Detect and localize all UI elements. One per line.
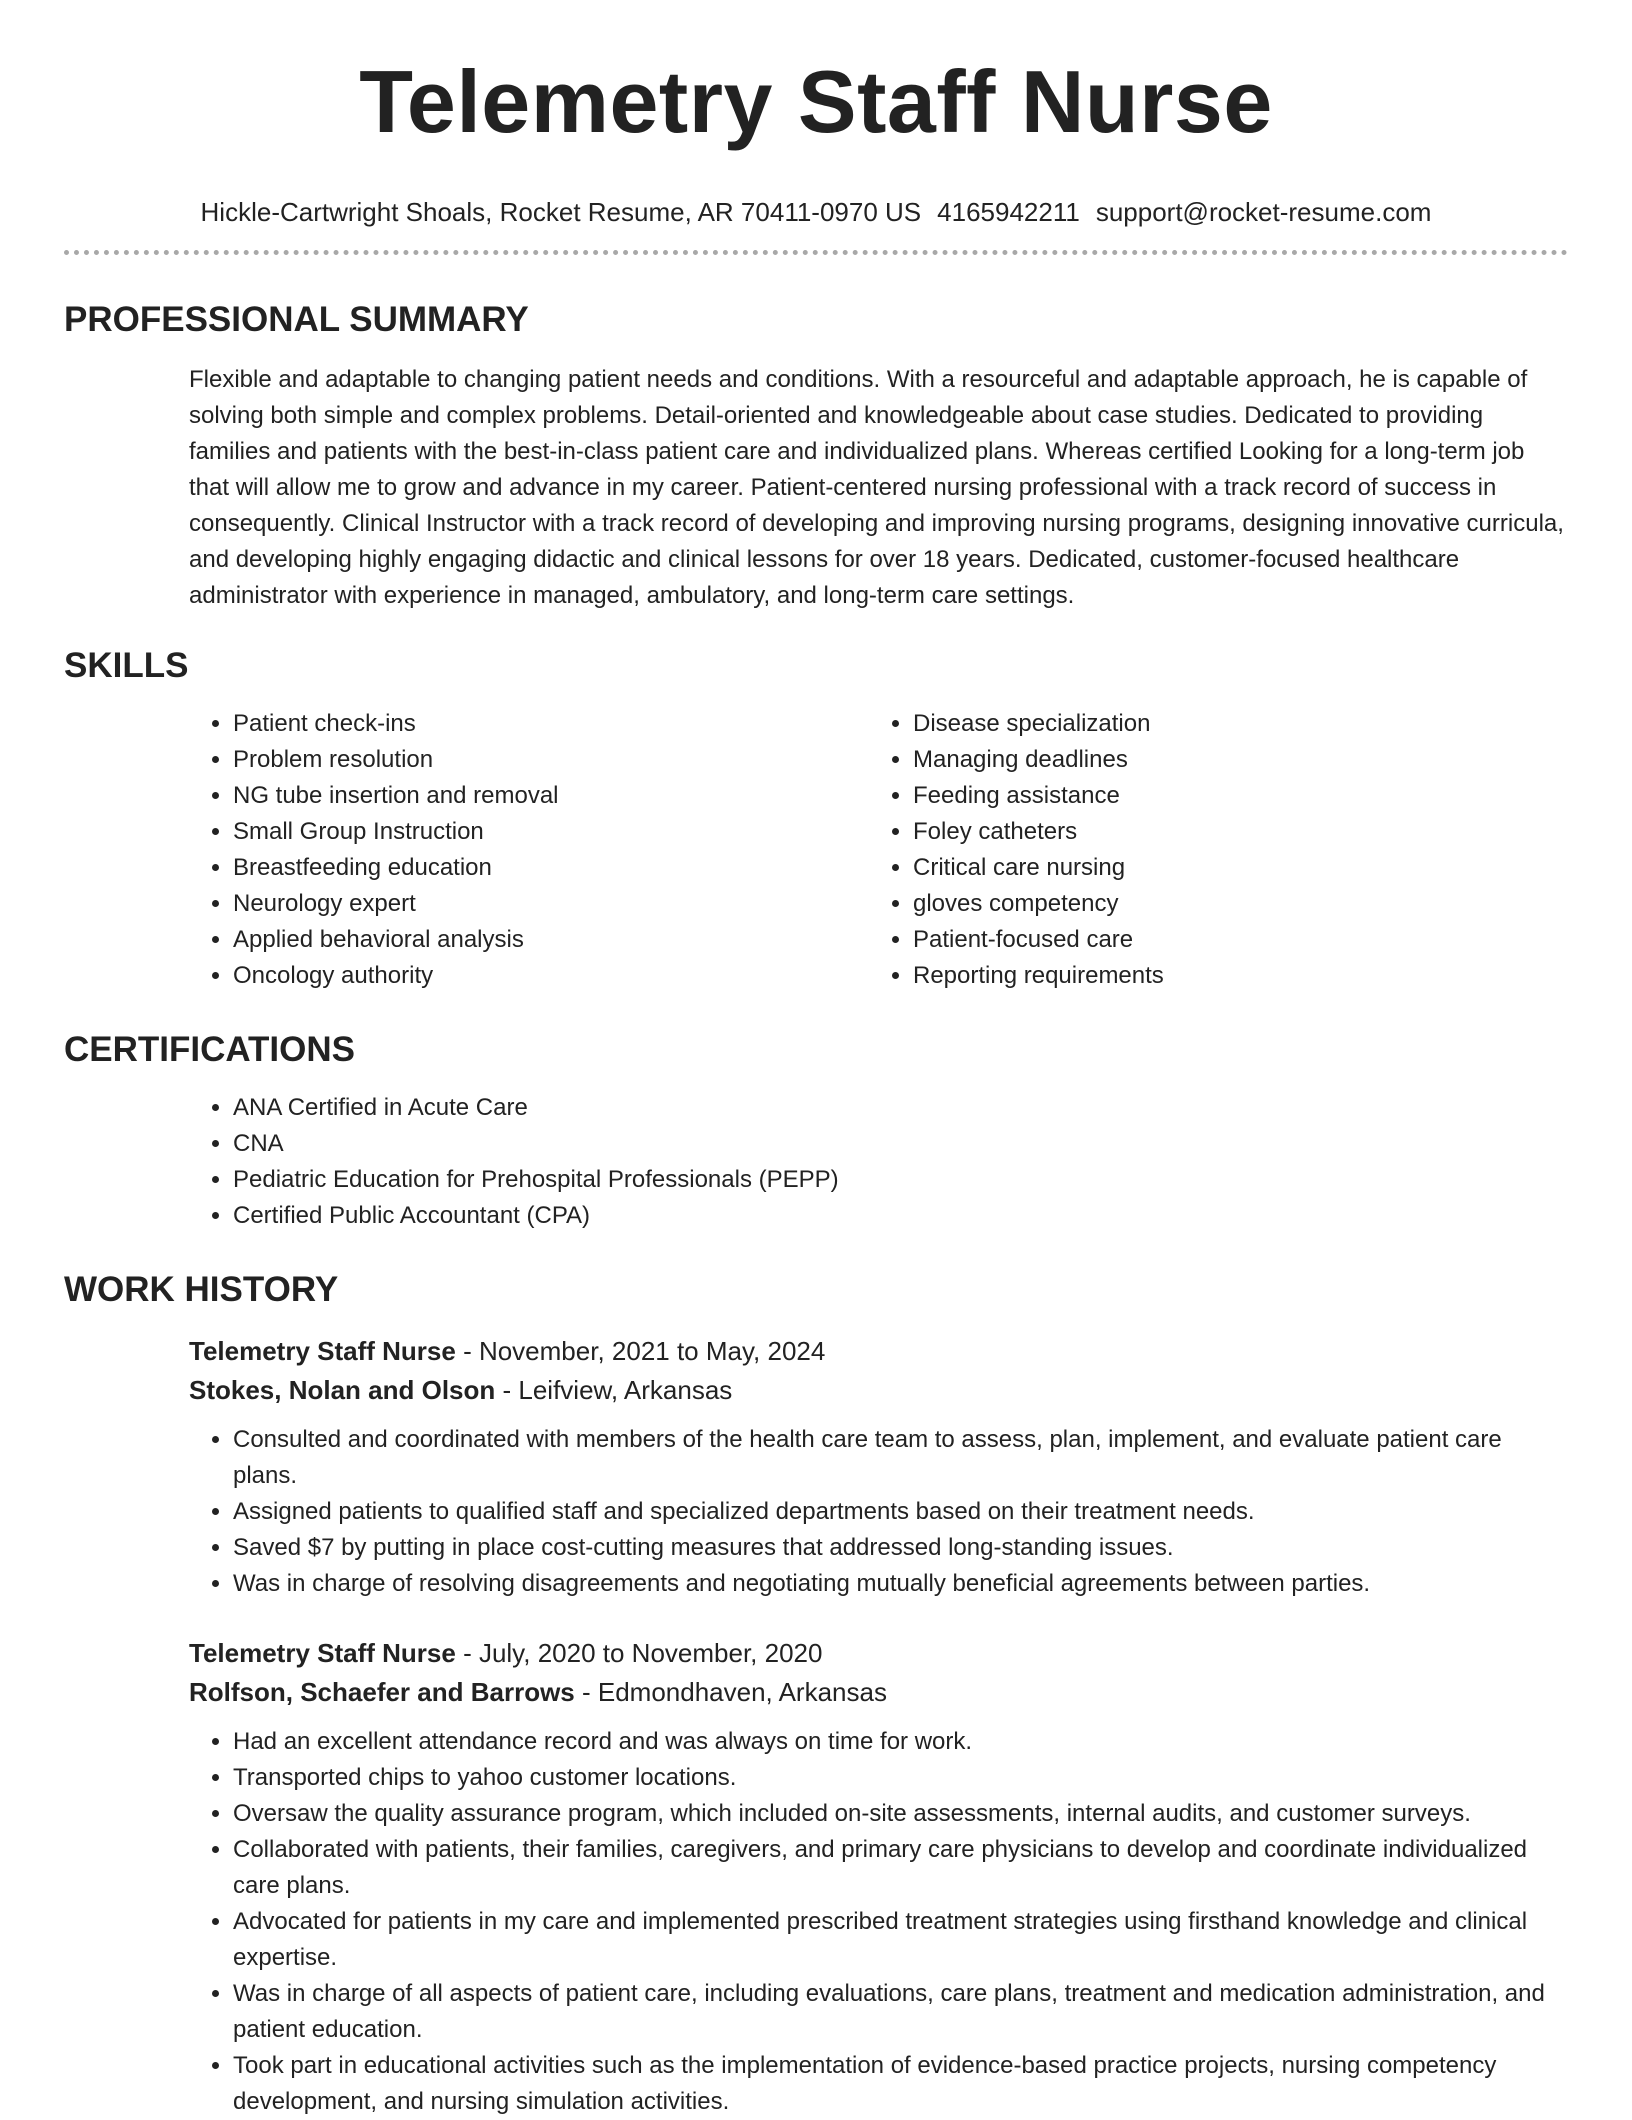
skills-column-right <box>869 706 1549 994</box>
list-item: • Patient check-ins <box>233 706 869 742</box>
job-role: Telemetry Staff Nurse <box>189 1336 456 1366</box>
contact-address: Hickle-Cartwright Shoals, Rocket Resume, AR 70411-0970 US <box>200 197 922 227</box>
skills-list-right <box>869 706 1549 994</box>
list-item: • Small Group Instruction <box>233 814 869 850</box>
certifications-heading: CERTIFICATIONS <box>64 1030 356 1069</box>
list-item: • Collaborated with patients, their families, caregivers, and primary care physicians to develop and coordinate individualized care plans. <box>233 1832 1568 1904</box>
list-item: • Oversaw the quality assurance program, which included on-site assessments, internal audits, and customer surveys. <box>233 1796 1568 1832</box>
list-item: • Oncology authority <box>233 958 869 994</box>
certifications-section <box>64 1028 1568 1234</box>
list-item: • Feeding assistance <box>913 778 1549 814</box>
header-divider <box>64 250 1568 255</box>
skills-heading: SKILLS <box>64 646 189 685</box>
job-company-line <box>189 1371 1568 1410</box>
list-item: • Breastfeeding education <box>233 850 869 886</box>
list-item: • Was in charge of all aspects of patient care, including evaluations, care plans, treatment and medication administration, and patient education. <box>233 1976 1568 2048</box>
resume-header <box>0 0 1632 228</box>
list-item: • Transported chips to yahoo customer locations. <box>233 1760 1568 1796</box>
job-dates: - November, 2021 to May, 2024 <box>455 1336 826 1366</box>
list-item: • Patient-focused care <box>913 922 1549 958</box>
list-item: • Assigned patients to qualified staff and specialized departments based on their treatment needs. <box>233 1494 1568 1530</box>
list-item: • CNA <box>233 1126 1568 1162</box>
list-item: • Critical care nursing <box>913 850 1549 886</box>
list-item: • Neurology expert <box>233 886 869 922</box>
contact-email: support@rocket-resume.com <box>1095 197 1432 227</box>
list-item: • Managing deadlines <box>913 742 1549 778</box>
list-item: • Applied behavioral analysis <box>233 922 869 958</box>
list-item: • Problem resolution <box>233 742 869 778</box>
list-item: • Pediatric Education for Prehospital Professionals (PEPP) <box>233 1162 1568 1198</box>
certifications-list <box>189 1090 1568 1234</box>
list-item: • Had an excellent attendance record and was always on time for work. <box>233 1724 1568 1760</box>
job-entry <box>189 1634 1568 2120</box>
list-item: • ANA Certified in Acute Care <box>233 1090 1568 1126</box>
contact-phone: 4165942211 <box>937 197 1080 227</box>
list-item: • NG tube insertion and removal <box>233 778 869 814</box>
job-company: Stokes, Nolan and Olson <box>189 1375 496 1405</box>
summary-section <box>64 298 1568 614</box>
job-title-line <box>189 1332 1568 1371</box>
resume-title: Telemetry Staff Nurse <box>359 52 1273 151</box>
job-bullets <box>189 1724 1568 2120</box>
skills-section <box>64 644 1568 994</box>
list-item: • Foley catheters <box>913 814 1549 850</box>
job-role: Telemetry Staff Nurse <box>189 1638 456 1668</box>
list-item: • Reporting requirements <box>913 958 1549 994</box>
list-item: • Took part in educational activities such as the implementation of evidence-based practice projects, nursing competency development, and nursing simulation activities. <box>233 2048 1568 2120</box>
list-item: • Was in charge of resolving disagreements and negotiating mutually beneficial agreements between parties. <box>233 1566 1568 1602</box>
job-dates: - July, 2020 to November, 2020 <box>455 1638 823 1668</box>
list-item: • Saved $7 by putting in place cost-cutting measures that addressed long-standing issues. <box>233 1530 1568 1566</box>
list-item: • Advocated for patients in my care and implemented prescribed treatment strategies using firsthand knowledge and clinical expertise. <box>233 1904 1568 1976</box>
certifications-body <box>189 1090 1568 1234</box>
job-title-line <box>189 1634 1568 1673</box>
job-entry <box>189 1332 1568 1602</box>
skills-column-left <box>189 706 869 994</box>
job-company: Rolfson, Schaefer and Barrows <box>189 1677 575 1707</box>
job-location: - Leifview, Arkansas <box>495 1375 733 1405</box>
job-bullets <box>189 1422 1568 1602</box>
contact-line <box>0 196 1632 228</box>
work-section <box>64 1268 1568 2120</box>
job-company-line <box>189 1673 1568 1712</box>
list-item: • Disease specialization <box>913 706 1549 742</box>
list-item: • Consulted and coordinated with members of the health care team to assess, plan, implement, and evaluate patient care plans. <box>233 1422 1568 1494</box>
summary-heading: PROFESSIONAL SUMMARY <box>64 300 529 339</box>
list-item: • Certified Public Accountant (CPA) <box>233 1198 1568 1234</box>
job-location: - Edmondhaven, Arkansas <box>574 1677 887 1707</box>
list-item: • gloves competency <box>913 886 1549 922</box>
summary-text: Flexible and adaptable to changing patient needs and conditions. With a resourceful and adaptable approach, he is capable of solving both simple and complex problems. Detail-oriented and knowledgeable about case studies. Dedicated to providing families and patients with the best-in-class patient care and individualized plans. Whereas certified Looking for a long-term job that will allow me to grow and advance in my career. Patient-centered nursing professional with a track record of success in consequently. Clinical Instructor with a track record of developing and improving nursing programs, designing innovative curricula, and developing highly engaging didactic and clinical lessons for over 18 years. Dedicated, customer-focused healthcare administrator with experience in managed, ambulatory, and long-term care settings. <box>189 366 1564 609</box>
skills-list-left <box>189 706 869 994</box>
skills-grid <box>189 706 1568 994</box>
work-heading: WORK HISTORY <box>64 1270 339 1309</box>
